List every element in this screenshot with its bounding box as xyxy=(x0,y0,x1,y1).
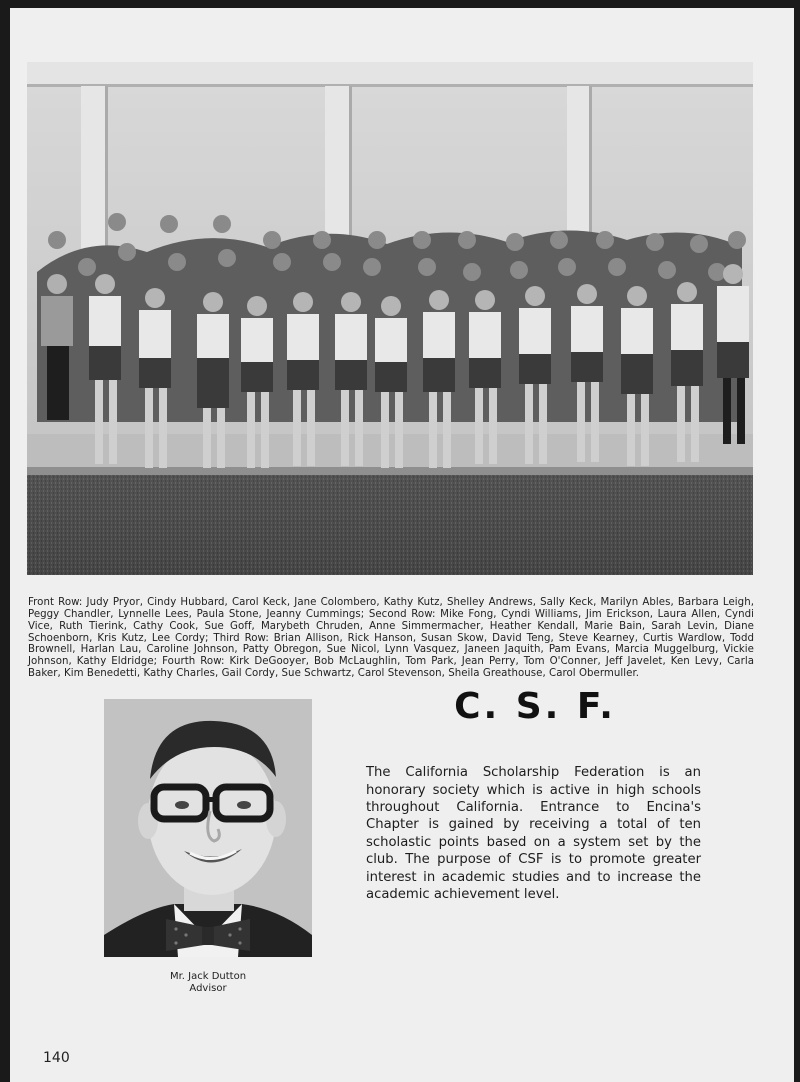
advisor-name: Mr. Jack Dutton xyxy=(169,971,247,982)
advisor-portrait-image xyxy=(104,699,312,957)
club-description: The California Scholarship Federation is an honorary society which is active in high schools throughout California. Entrance to Encina's Chapter is gained by receiving a total of ten scholastic points based on a system set by the club. The purpose of CSF is to promote greater interest in academic studies and to increase the academic achievement level. xyxy=(366,765,701,903)
page-number: 140 xyxy=(43,1050,70,1066)
photo-caption: Front Row: Judy Pryor, Cindy Hubbard, Carol Keck, Jane Colombero, Kathy Kutz, Shelley Andrews, Sally Keck, Marilyn Ables, Barbara Leigh, Peggy Chandler, Lynnelle Lees, Paula Stone, Jeanny Cummings; Second Row: Mike Fong, Cyndi Williams, Jim Erickson, Laura Allen, Cyndi Vice, Ruth Tierink, Cathy Cook, Sue Goff, Marybeth Chruden, Anne Simmermacher, Heather Kendall, Marie Bain, Sarah Levin, Diane Schoenborn, Kris Kutz, Lee Cordy; Third Row: Brian Allison, Rick Hanson, Susan Skow, David Teng, Steve Kearney, Curtis Wardlow, Todd Brownell, Harlan Lau, Caroline Johnson, Patty Obregon, Sue Nicol, Lynn Vasquez, Janeen Jaquith, Pam Evans, Marcia Muggelburg, Vickie Johnson, Kathy Eldridge; Fourth Row: Kirk DeGooyer, Bob McLaughlin, Tom Park, Jean Perry, Tom O'Conner, Jeff Javelet, Ken Levy, Carla Baker, Kim Benedetti, Kathy Charles, Gail Cordy, Sue Schwartz, Carol Stevenson, Sheila Greathouse, Carol Obermuller. xyxy=(28,597,754,679)
advisor-role: Advisor xyxy=(189,983,227,994)
page-title: C. S. F. xyxy=(454,686,616,727)
advisor-photo xyxy=(104,699,312,957)
group-photo xyxy=(27,62,753,575)
advisor-caption xyxy=(104,971,312,995)
yearbook-page xyxy=(10,8,794,1082)
group-photo-image xyxy=(27,62,753,575)
